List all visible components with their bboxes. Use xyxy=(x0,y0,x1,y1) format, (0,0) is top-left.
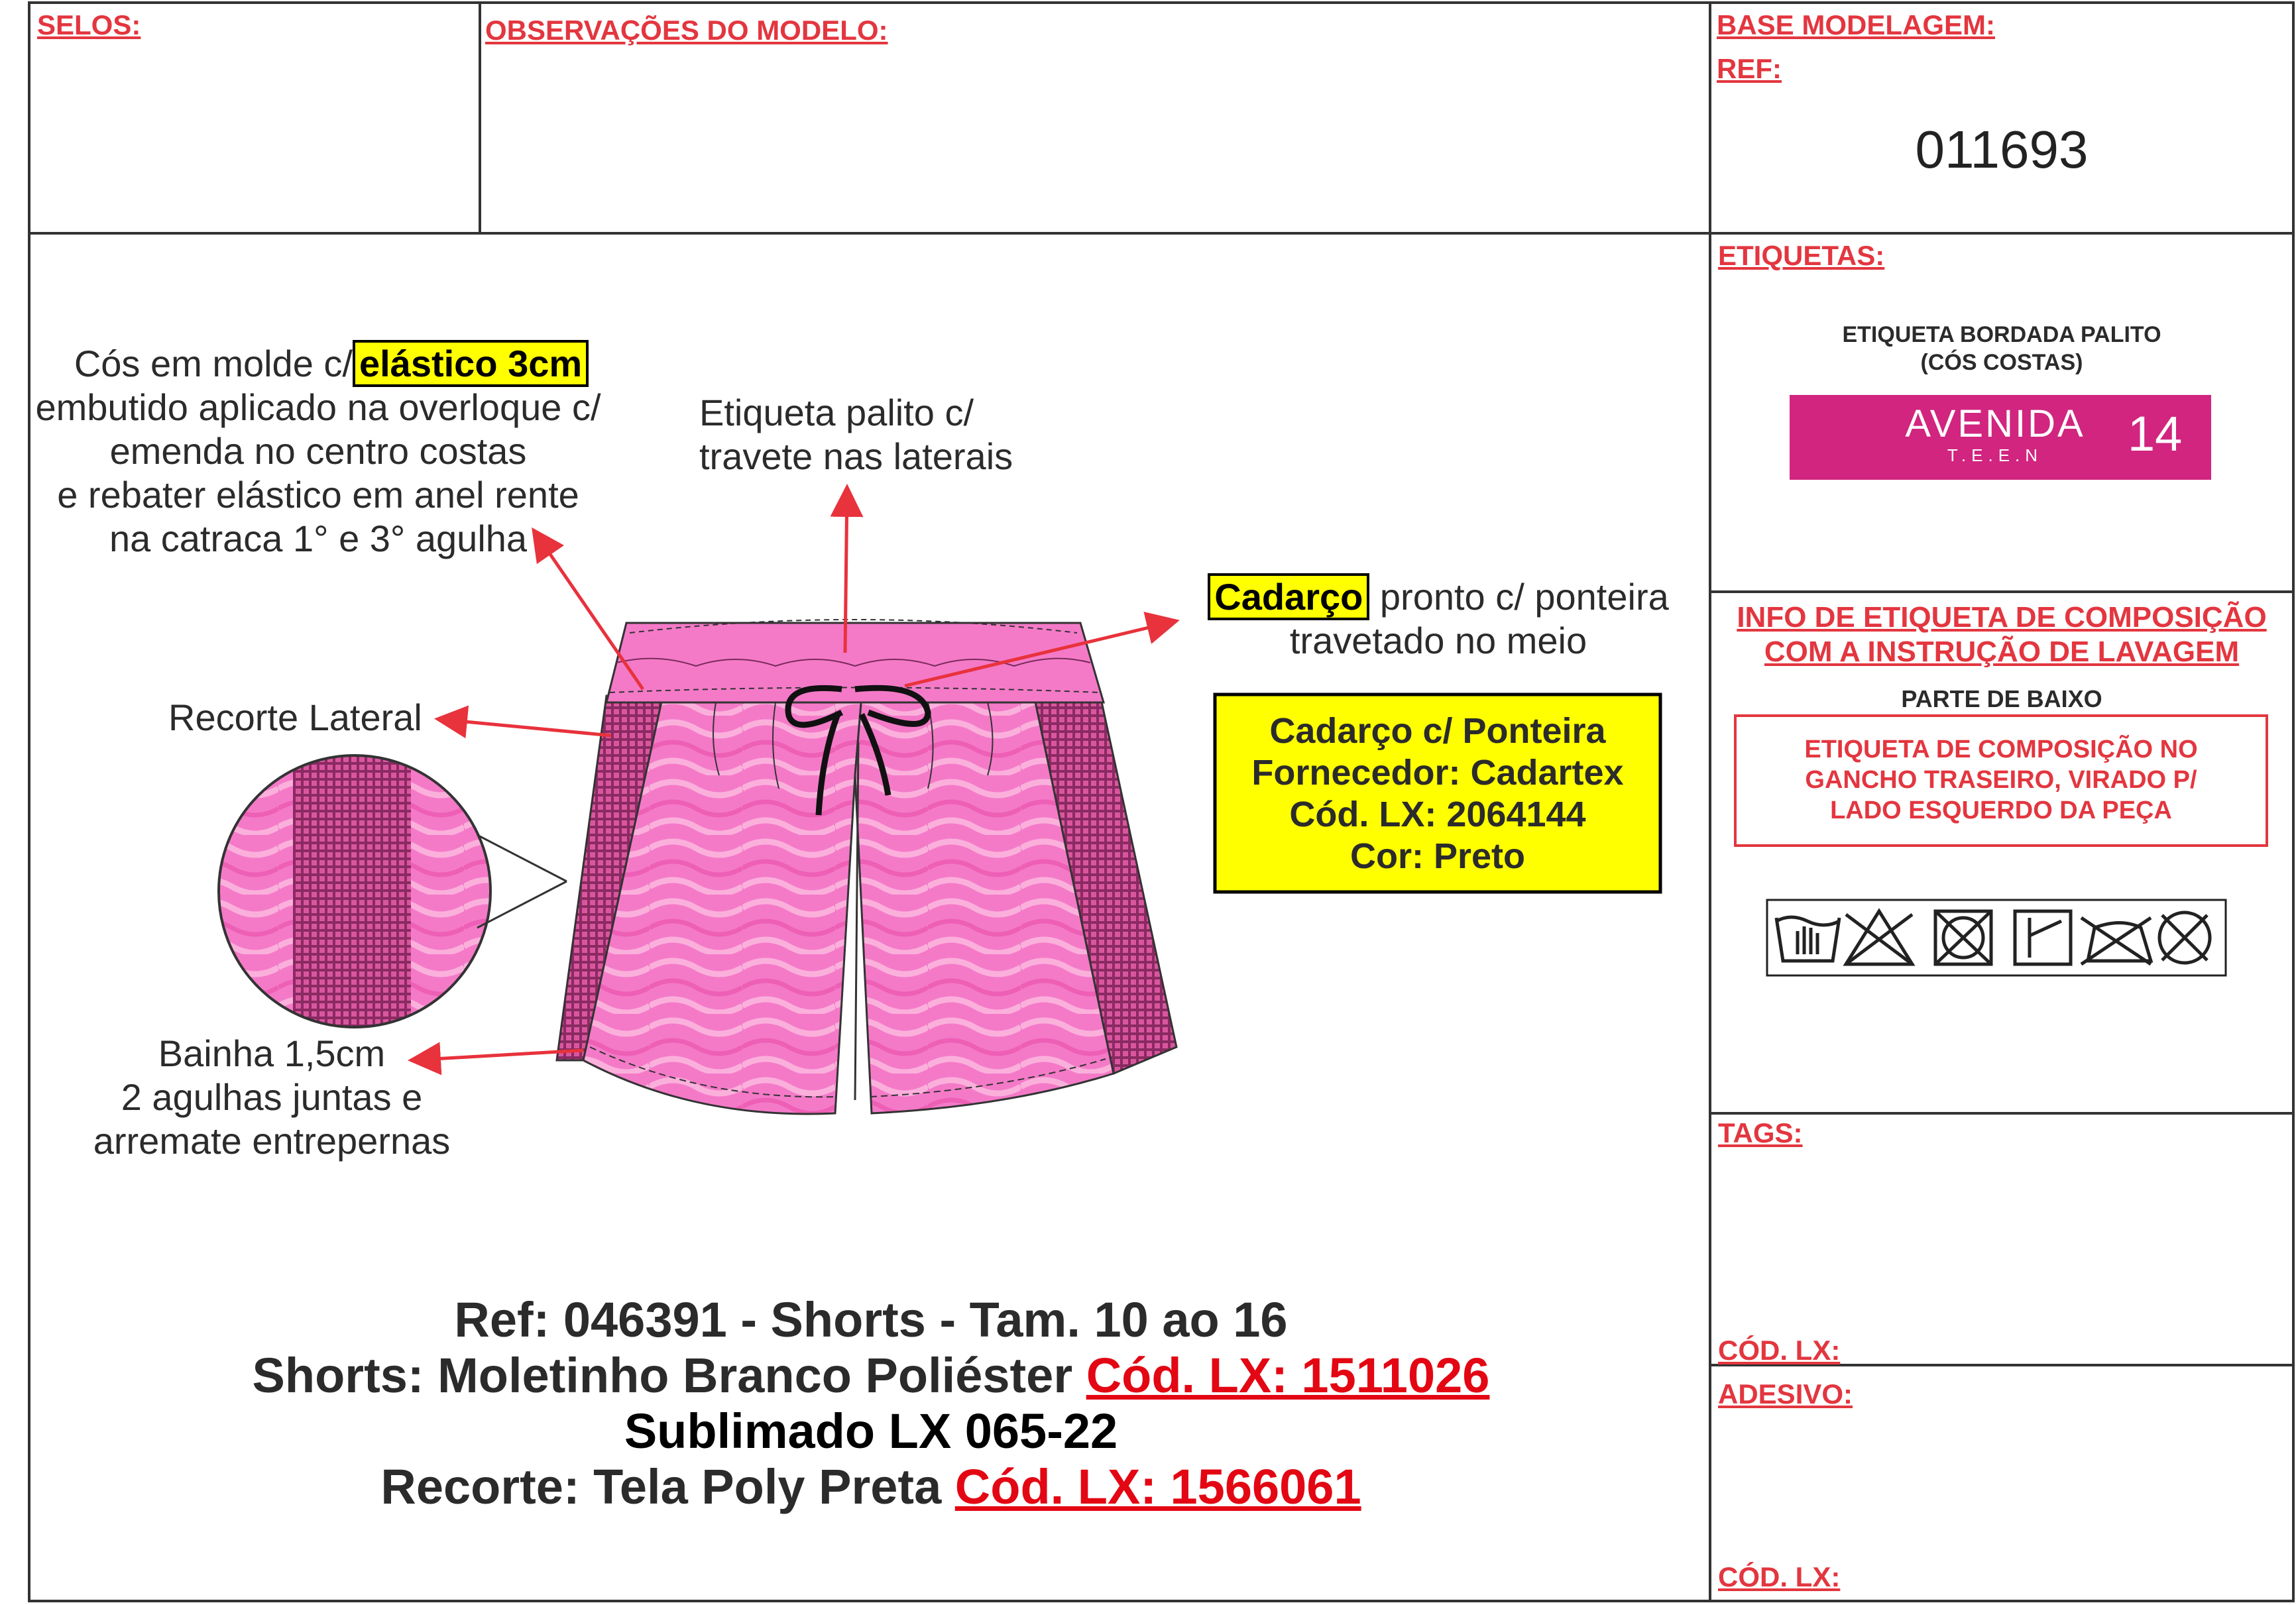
tags-cod-lx-label: CÓD. LX: xyxy=(1718,1335,1841,1366)
ref-label: REF: xyxy=(1717,53,1782,84)
tech-spec-line-2: Shorts: Moletinho Branco Poliéster Cód. LX: 1511026 xyxy=(252,1348,1490,1403)
cos-annotation-line-0: Cós em molde c/ elástico 3cm xyxy=(0,342,636,386)
cadarco-box-line-3: Cor: Preto xyxy=(1349,836,1525,876)
shorts-illustration xyxy=(557,620,1177,1114)
brand-sub: T.E.E.N xyxy=(1947,445,2043,465)
fabric-detail-circle xyxy=(212,749,567,1040)
parte-de-baixo: PARTE DE BAIXO xyxy=(1901,685,2102,712)
cadarco-box-line-1: Fornecedor: Cadartex xyxy=(1251,753,1624,793)
no-dry-clean-icon xyxy=(2159,913,2210,963)
cos-highlight: elástico 3cm xyxy=(353,340,589,387)
tech-spec-line-4: Recorte: Tela Poly Preta Cód. LX: 1566061 xyxy=(380,1459,1361,1514)
ref-value: 011693 xyxy=(1915,120,2089,179)
etiqueta-palito-annotation xyxy=(699,391,1013,478)
hand-wash-icon xyxy=(1776,917,1839,961)
cadarco-box-line-0: Cadarço c/ Ponteira xyxy=(1269,711,1606,751)
adesivo-cod-lx-label: CÓD. LX: xyxy=(1718,1561,1841,1592)
cos-annotation xyxy=(0,342,636,561)
tech-spec-line-3: Sublimado LX 065-22 xyxy=(624,1404,1118,1459)
tech-spec-cod-lx-2: Cód. LX: 1566061 xyxy=(954,1459,1361,1514)
no-bleach-icon xyxy=(1846,911,1912,964)
etiqueta-composicao-line-2: LADO ESQUERDO DA PEÇA xyxy=(1830,797,2172,824)
adesivo-label: ADESIVO: xyxy=(1718,1378,1853,1410)
tags-label: TAGS: xyxy=(1718,1117,1803,1148)
care-symbols xyxy=(1767,900,2226,975)
etiqueta-palito-line-0: Etiqueta palito c/ xyxy=(699,392,974,433)
cos-annotation-line-2: emenda no centro costas xyxy=(109,430,527,472)
brand-number: 14 xyxy=(2128,406,2183,461)
etiqueta-palito-line-1: travete nas laterais xyxy=(699,435,1013,477)
cadarco-box xyxy=(1215,710,1660,877)
etiqueta-composicao xyxy=(1735,734,2267,826)
bainha-line-1: 2 agulhas juntas e xyxy=(121,1076,423,1118)
info-composicao-line-0: INFO DE ETIQUETA DE COMPOSIÇÃO xyxy=(1737,601,2267,634)
info-composicao-line-1: COM A INSTRUÇÃO DE LAVAGEM xyxy=(1764,636,2240,668)
etiqueta-bordada-line-1: (CÓS COSTAS) xyxy=(1920,350,2083,375)
cadarco-box-line-2: Cód. LX: 2064144 xyxy=(1289,795,1586,834)
selos-label: SELOS: xyxy=(37,9,141,40)
info-composicao xyxy=(1710,600,2293,669)
cos-annotation-line-3: e rebater elástico em anel rente xyxy=(57,474,579,516)
no-tumble-dry-icon xyxy=(1935,911,1991,964)
etiqueta-bordada-line-0: ETIQUETA BORDADA PALITO xyxy=(1842,322,2161,347)
tech-spec-line-1: Ref: 046391 - Shorts - Tam. 10 ao 16 xyxy=(454,1292,1288,1347)
cos-annotation-line-1: embutido aplicado na overloque c/ xyxy=(35,386,601,428)
etiquetas-label: ETIQUETAS: xyxy=(1718,240,1885,271)
cadarco-annotation-line-1: travetado no meio xyxy=(1289,620,1587,661)
observacoes-label: OBSERVAÇÕES DO MODELO: xyxy=(485,15,888,46)
etiqueta-bordada xyxy=(1710,321,2293,376)
bainha-line-2: arremate entrepernas xyxy=(93,1120,451,1162)
bainha-line-0: Bainha 1,5cm xyxy=(158,1032,386,1074)
drip-dry-icon xyxy=(2015,911,2071,964)
no-iron-icon xyxy=(2081,918,2151,964)
tech-spec-cod-lx-1: Cód. LX: 1511026 xyxy=(1086,1348,1490,1403)
cadarco-annotation-line-0: Cadarço pronto c/ ponteira xyxy=(1186,575,1690,619)
cadarco-annotation xyxy=(1186,575,1690,663)
bainha-annotation xyxy=(73,1032,471,1163)
etiqueta-composicao-line-0: ETIQUETA DE COMPOSIÇÃO NO xyxy=(1804,736,2198,763)
recorte-lateral-annotation: Recorte Lateral xyxy=(168,696,422,738)
cos-annotation-line-4: na catraca 1° e 3° agulha xyxy=(109,518,528,559)
base-modelagem-label: BASE MODELAGEM: xyxy=(1717,9,1995,40)
brand-name: AVENIDA xyxy=(1905,402,2085,445)
cadarco-highlight: Cadarço xyxy=(1208,573,1369,620)
etiqueta-composicao-line-1: GANCHO TRASEIRO, VIRADO P/ xyxy=(1805,766,2197,794)
